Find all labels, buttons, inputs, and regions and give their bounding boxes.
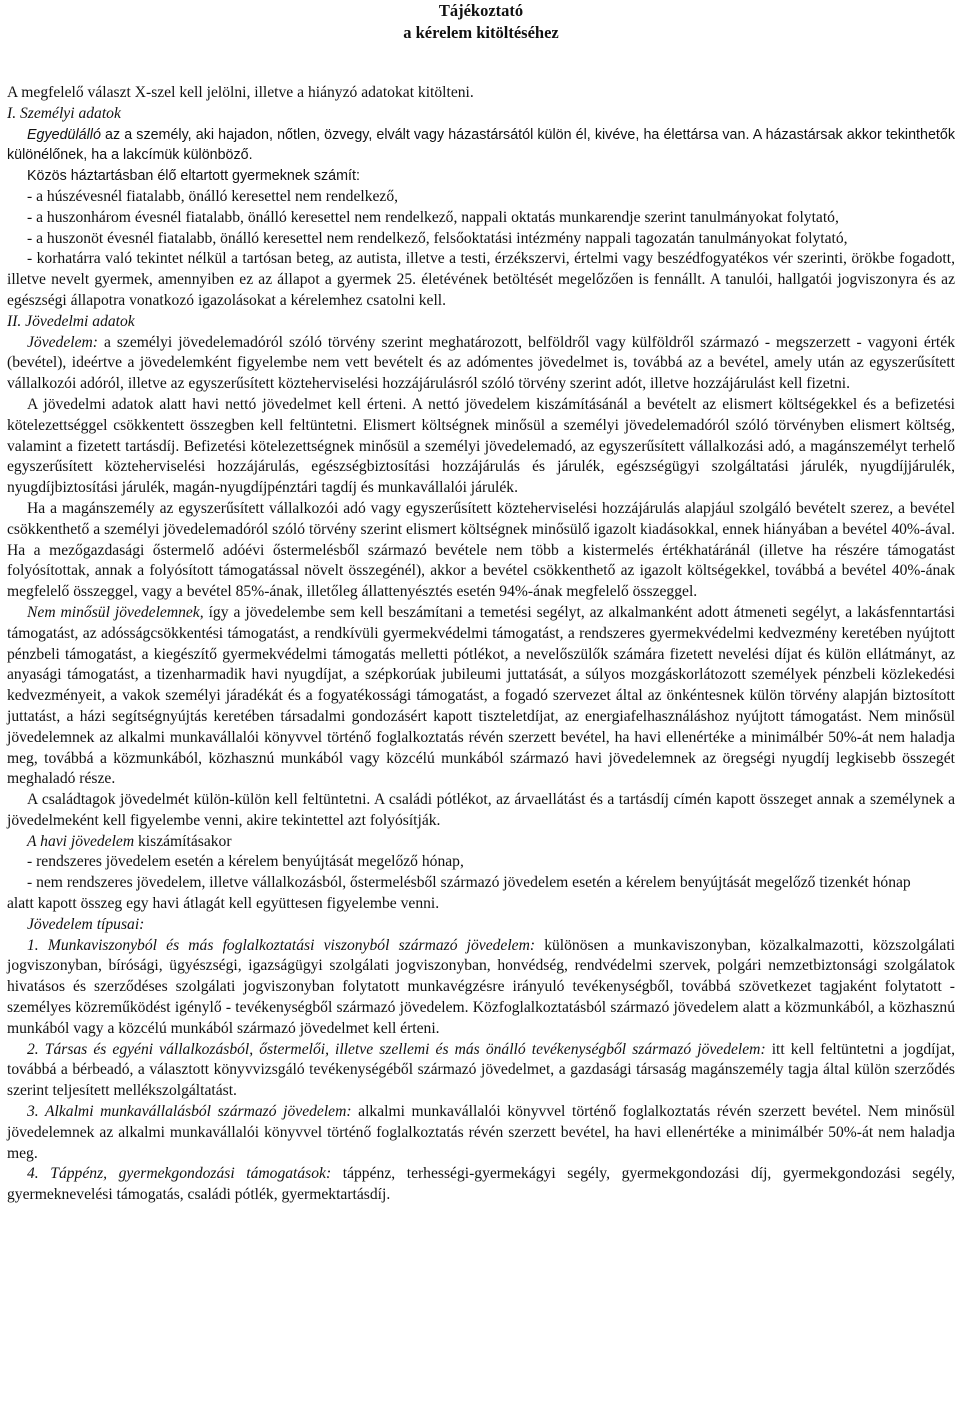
income-type-3-term: 3. Alkalmi munkavállalásból származó jövedelem: bbox=[27, 1103, 352, 1121]
monthly-item-3: alatt kapott összeg egy havi átlagát kell együttesen figyelembe venni. bbox=[7, 895, 440, 913]
section-2-heading: II. Jövedelmi adatok bbox=[7, 312, 135, 330]
income-type-2-text: itt kell feltüntetni a jogdíjat, továbbá a bérbeadó, a választott könyvvizsgáló tevékenységéből származó jövedelmet, a gazdasági társaság magánszemély tagja által külön szerződés szerint teljesített mellékszolgáltatást. bbox=[7, 1040, 955, 1100]
dependent-item-1: - a húszévesnél fiatalabb, önálló keresettel nem rendelkező, bbox=[27, 187, 399, 205]
monthly-term: A havi jövedelem bbox=[27, 832, 135, 850]
monthly-text: kiszámításakor bbox=[134, 832, 232, 850]
income-type-1-term: 1. Munkaviszonyból és más foglalkoztatási viszonyból származó jövedelem: bbox=[27, 936, 536, 954]
dependent-item-2: - a huszonhárom évesnél fiatalabb, önálló keresettel nem rendelkező, nappali oktatás munkarendje szerint tanulmányokat folytató, bbox=[27, 208, 839, 226]
section-1-heading: I. Személyi adatok bbox=[7, 104, 121, 122]
income-type-3-text: alkalmi munkavállalói könyvvel történő foglalkoztatás révén szerzett bevétel. Nem minősül jövedelemnek az alkalmi munkavállalói könyvvel történő foglalkoztatás révén szerzett bevétel, ha havi ellenértéke a minimálbér 50%-át nem haladja meg. bbox=[7, 1103, 955, 1162]
single-term: Egyedülálló bbox=[27, 126, 101, 143]
income-type-4-text: táppénz, terhességi-gyermekágyi segély, gyermekgondozási díj, gyermekgondozási segély, gyermeknevelési támogatás, családi pótlék, gyermektartásdíj. bbox=[7, 1165, 955, 1204]
ekho-paragraph: Ha a magánszemély az egyszerűsített vállalkozói adó vagy egyszerűsített közteherviselési hozzájárulás alapjául szolgáló bevételt szerez, a bevétel csökkenthető a személyi jövedelemadóról szóló törvény szerint elismert költségnek minősülő igazolt kiadásokkal, ennek hiányában a bevétel 40%-ával. Ha a mezőgazdasági őstermelő adóévi őstermelésből származó bevétele nem több a kistermelés értékhatáránál (illetve ha részére támogatást folyósítottak, annak a folyósított támogatással növelt összegénél), akkor a bevétel csökkenthető az igazolt költségekkel, továbbá a bevétel 40%-ának megfelelő összeggel, vagy a bevétel 85%-ának, illetőleg állattenyésztés esetén 94%-ának megfelelő összeggel. bbox=[7, 499, 955, 601]
income-type-2 bbox=[7, 1040, 955, 1102]
document-title bbox=[7, 0, 955, 44]
monthly-item-1: - rendszeres jövedelem esetén a kérelem benyújtását megelőző hónap, bbox=[27, 853, 464, 871]
income-types-heading: Jövedelem típusai: bbox=[27, 915, 145, 933]
income-term: Jövedelem: bbox=[27, 333, 98, 351]
monthly-income-intro bbox=[7, 832, 955, 853]
title-line-2: a kérelem kitöltéséhez bbox=[403, 23, 559, 42]
dependents-intro: Közös háztartásban élő eltartott gyermeknek számít: bbox=[27, 168, 360, 185]
intro-paragraph: A megfelelő választ X-szel kell jelölni, illetve a hiányzó adatokat kitölteni. bbox=[7, 84, 474, 101]
dependent-item-3: - a huszonöt évesnél fiatalabb, önálló keresettel nem rendelkező, felsőoktatási intézmény nappali tagozatán tanulmányokat folytató, bbox=[27, 229, 848, 247]
title-line-1: Tájékoztató bbox=[438, 1, 524, 20]
spacer bbox=[7, 44, 955, 83]
income-type-4-term: 4. Táppénz, gyermekgondozási támogatások: bbox=[27, 1165, 332, 1183]
attachment-note: A tanulói, hallgatói jogviszonyra és az egészségi állapotra vonatkozó igazolásokat a kérelemhez csatolni kell. bbox=[7, 271, 956, 309]
not-income-paragraph bbox=[7, 603, 955, 790]
monthly-item-2: - nem rendszeres jövedelem, illetve vállalkozásból, őstermelésből származó jövedelem esetén a kérelem benyújtását megelőző tizenkét hónap bbox=[27, 874, 911, 892]
income-type-1-text: különösen a munkaviszonyban, közalkalmazotti, közszolgálati jogviszonyban, bírósági, ügyészségi, igazságügyi szolgálati jogviszonyban, honvédség, rendvédelmi szervek, polgári nemzetbiztonsági szolgálatok hivatásos és szerződéses szolgálati jogviszonyban folytatott munkavégzésre irányuló tevékenységből, továbbá szövetkezet tagjaként folytatott - személyes közreműködést igénylő - tevékenységből származó jövedelem. Közfoglalkoztatásból származó jövedelem alatt a közmunkából, a közhasznú munkából vagy a közcélú munkából származó jövedelmet kell érteni. bbox=[7, 936, 955, 1037]
income-type-3 bbox=[7, 1102, 955, 1164]
dependent-item-4-text: - korhatárra való tekintet nélkül a tartósan beteg, az autista, illetve a testi, érzékszervi, értelmi vagy beszédfogyatékos vér szerinti, örökbe fogadott, illetve nevelt gyermek, amennyiben ez az állapot a gyermek 25. életévének betöltését megelőzően is fennállt. bbox=[7, 250, 955, 289]
net-income-paragraph: A jövedelmi adatok alatt havi nettó jövedelmet kell érteni. A nettó jövedelem kiszámításánál a bevételt az elismert költségekkel és a befizetési kötelezettséggel csökkentett összegben kell feltüntetni. Elismert költségnek minősül a személyi jövedelemadóról szóló törvényben elismert költség, valamint a fizetett tartásdíj. Befizetési kötelezettségnek minősül a személyi jövedelemadó, az egyszerűsített vállalkozási adó, a magánszemélyt terhelő egyszerűsített közteherviselési hozzájárulás, egészségbiztosítási hozzájárulás és járulék, egészségügyi szolgáltatási járulék, nyugdíjjárulék, nyugdíjbiztosítási járulék, magán-nyugdíjpénztári tagdíj és munkavállalói járulék. bbox=[7, 395, 955, 497]
family-paragraph: A családtagok jövedelmét külön-külön kell feltüntetni. A családi pótlékot, az árvaellátást és a tartásdíj címén kapott összeget annak a személynek a jövedelmeként kell figyelembe venni, akire tekintettel azt folyósítják. bbox=[7, 791, 955, 829]
income-text: a személyi jövedelemadóról szóló törvény szerint meghatározott, belföldről vagy külföldről származó - megszerzett - vagyoni érték (bevétel), ideértve a jövedelemként figyelembe nem vett bevételt és az adómentes jövedelmet is, továbbá az a bevétel, amely után az egyszerűsített vállalkozói adóról, illetve az egyszerűsített közteherviselési hozzájárulásról szóló törvény szerint adót, illetve hozzájárulást kell fizetni. bbox=[7, 333, 955, 393]
not-income-term: Nem minősül jövedelemnek, bbox=[27, 603, 204, 621]
dependent-item-4 bbox=[7, 249, 955, 311]
single-definition bbox=[7, 125, 955, 167]
not-income-text: így a jövedelembe sem kell beszámítani a temetési segélyt, az alkalmanként adott átmeneti segélyt, a lakásfenntartási támogatást, az adósságcsökkentési támogatást, a rendkívüli gyermekvédelmi támogatást, a rendszeres gyermekvédelmi kedvezmény keretében nyújtott pénzbeli támogatást, a kiegészítő gyermekvédelmi támogatás melletti pótlékot, a nevelőszülők számára fizetett nevelési díjat és külön ellátmányt, az anyasági támogatást, a tizenharmadik havi nyugdíjat, a szépkorúak jubileumi juttatását, a súlyos mozgáskorlátozott személyek pénzbeli közlekedési kedvezményeit, a vakok személyi járadékát és a fogyatékossági támogatást, a fogadó szervezet által az önkéntesnek külön törvény alapján biztosított juttatást, a házi segítségnyújtás keretében társadalmi gondozásért kapott tiszteletdíjat, az energiafelhasználáshoz nyújtott támogatást. Nem minősül jövedelemnek az alkalmi munkavállalói könyvvel történő foglalkoztatás révén szerzett bevétel, ha havi ellenértéke a minimálbér 50%-át nem haladja meg, továbbá a közmunkából, közhasznú munkából vagy közcélú munkából származó havi jövedelemnek az öregségi nyugdíj legkisebb összegét meghaladó része. bbox=[7, 603, 955, 788]
income-type-1 bbox=[7, 936, 955, 1040]
document-page bbox=[7, 0, 955, 1206]
income-type-2-term: 2. Társas és egyéni vállalkozásból, őstermelői, illetve szellemi és más önálló tevékenységből származó jövedelem: bbox=[27, 1040, 766, 1058]
single-text: az a személy, aki hajadon, nőtlen, özvegy, elvált vagy házastársától külön él, kivéve, ha élettársa van. A házastársak akkor tekinthetők különélőnek, ha a lakcímük különböző. bbox=[7, 126, 955, 164]
income-definition bbox=[7, 333, 955, 395]
income-type-4 bbox=[7, 1164, 955, 1206]
